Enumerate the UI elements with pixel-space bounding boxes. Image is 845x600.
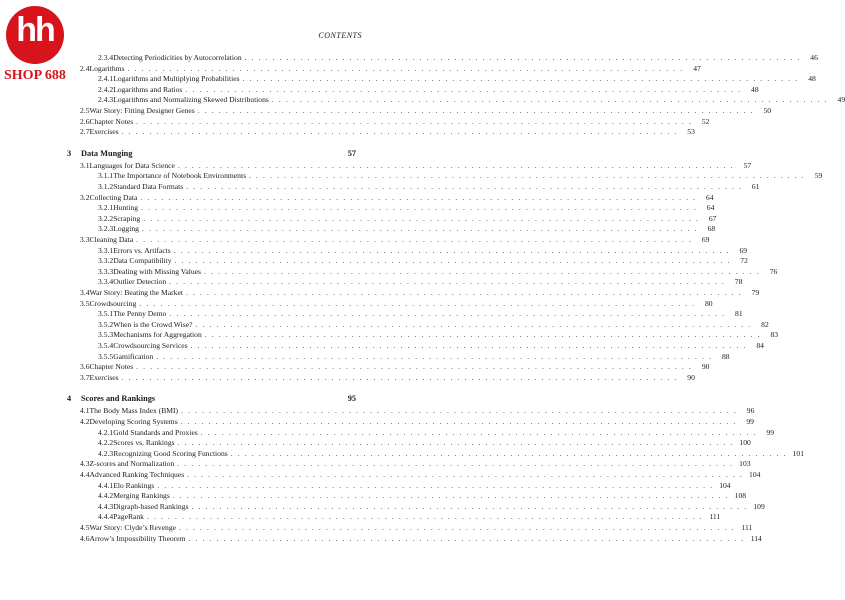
- toc-title: War Story: Fitting Designer Genes: [89, 106, 195, 115]
- toc-number: 3: [67, 148, 72, 158]
- toc-number: 3.6: [80, 362, 90, 372]
- toc-page-number: 95: [347, 394, 356, 404]
- toc-page-number: 79: [751, 288, 760, 297]
- toc-chapter[interactable]: [67, 148, 356, 159]
- dot-leader: . . . . . . . . . . . . . . . . . . . . . . . . . . . . . . . . . . . . . . . . . . . . . . . . . . . . . . . . . . . . . . . . . . . . . . . . . . . . . . . .: [174, 256, 731, 266]
- toc-number: 3.7: [80, 372, 90, 382]
- logo-mark: hh: [16, 11, 54, 49]
- toc-number: 3.5.3: [98, 330, 114, 340]
- toc-subsection[interactable]: [98, 277, 743, 287]
- toc-page-number: 108: [734, 491, 747, 501]
- dot-leader: . . . . . . . . . . . . . . . . . . . . . . . . . . . . . . . . . . . . . . . . . . . . . . . . . . . . . . . . . . . . . . . . . . . . . . . . . . . . . . . .: [177, 160, 735, 170]
- dot-leader: . . . . . . . . . . . . . . . . . . . . . . . . . . . . . . . . . . . . . . . . . . . . . . . . . . . . . . . . . . . . . . . . . . . . . . . . . . . . . . . .: [197, 106, 755, 115]
- toc-subsection[interactable]: [98, 319, 769, 330]
- toc-page-number: 109: [753, 501, 765, 511]
- dot-leader: . . . . . . . . . . . . . . . . . . . . . . . . . . . . . . . . . . . . . . . . . . . . . . . . . . . . . . . . . . . . . . . . . . . . . . . . . . . . . . . .: [136, 362, 693, 372]
- toc-section[interactable]: [80, 298, 713, 309]
- dot-leader: . . . . . . . . . . . . . . . . . . . . . . . . . . . . . . . . . . . . . . . . . . . . . . . . . . . . . . . . . . . . . . . . . . . . . . . . . . . . . . . .: [139, 298, 696, 308]
- toc-section[interactable]: [80, 116, 710, 127]
- toc-title: Chapter Notes: [89, 362, 134, 372]
- toc-subsection[interactable]: [98, 512, 721, 522]
- dot-leader: . . . . . . . . . . . . . . . . . . . . . . . . . . . . . . . . . . . . . . . . . . . . . . . . . . . . . . . . . . . . . . . . . . . . . . . . . . . . . . . .: [200, 427, 758, 437]
- toc-number: 3.4: [80, 288, 90, 297]
- toc-title: Detecting Periodicities by Autocorrelation: [113, 53, 242, 62]
- toc-title: Scores vs. Rankings: [113, 438, 175, 448]
- dot-leader: . . . . . . . . . . . . . . . . . . . . . . . . . . . . . . . . . . . . . . . . . . . . . . . . . . . . . . . . . . . . . . . . . . . . . . . . . . . . . . . .: [136, 116, 693, 126]
- toc-page-number: 100: [739, 438, 751, 448]
- dot-leader: . . . . . . . . . . . . . . . . . . . . . . . . . . . . . . . . . . . . . . . . . . . . . . . . . . . . . . . . . . . . . . . . . . . . . . . . . . . . . . . .: [244, 53, 801, 62]
- toc-page-number: 101: [792, 448, 804, 458]
- toc-section[interactable]: [80, 533, 762, 544]
- toc-title: Logging: [113, 224, 139, 234]
- toc-number: 4.1: [80, 406, 90, 416]
- toc-title: Logarithms and Multiplying Probabilities: [113, 74, 240, 84]
- toc-title: Recognizing Good Scoring Functions: [113, 448, 228, 458]
- toc-subsection[interactable]: [98, 330, 779, 340]
- toc-page-number: 61: [751, 182, 760, 191]
- toc-subsection[interactable]: [98, 256, 748, 266]
- dot-leader: . . . . . . . . . . . . . . . . . . . . . . . . . . . . . . . . . . . . . . . . . . . . . . . . . . . . . . . . . . . . . . . . . . . . . . . . . . . . . . . .: [190, 341, 747, 350]
- dot-leader: . . . . . . . . . . . . . . . . . . . . . . . . . . . . . . . . . . . . . . . . . . . . . . . . . . . . . . . . . . . . . . . . . . . . . . . . . . . . . . . .: [188, 533, 745, 543]
- dot-leader: . . . . . . . . . . . . . . . . . . . . . . . . . . . . . . . . . . . . . . . . . . . . . . . . . . . . . . . . . . . . . . . . . . . . . . . . . . . . . . . .: [249, 171, 806, 181]
- toc-page-number: 76: [769, 266, 778, 276]
- toc-title: Z-scores and Normalization: [89, 459, 175, 469]
- toc-page-number: 99: [746, 417, 754, 426]
- toc-title: Developing Scoring Systems: [89, 417, 178, 426]
- toc-number: 4.4: [80, 470, 90, 479]
- dot-leader: . . . . . . . . . . . . . . . . . . . . . . . . . . . . . . . . . . . . . . . . . . . . . . . . . . . . . . . . . . . . . . . . . . . . . . . . . . . . . . . .: [195, 319, 752, 329]
- toc-number: 3.3.4: [98, 277, 114, 287]
- toc-number: 2.4.3: [98, 95, 114, 105]
- toc-page-number: 103: [739, 459, 751, 469]
- dot-leader: . . . . . . . . . . . . . . . . . . . . . . . . . . . . . . . . . . . . . . . . . . . . . . . . . . . . . . . . . . . . . . . . . . . . . . . . . . . . . . . .: [177, 459, 734, 469]
- shop-watermark: SHOP 688: [4, 68, 66, 83]
- toc-page-number: 88: [721, 351, 730, 361]
- toc-subsection[interactable]: [98, 491, 747, 501]
- toc-page-number: 64: [706, 203, 715, 213]
- toc-title: Data Munging: [81, 148, 133, 158]
- dot-leader: . . . . . . . . . . . . . . . . . . . . . . . . . . . . . . . . . . . . . . . . . . . . . . . . . . . . . . . . . . . . . . . . . . . . . . . . . . . . . . . .: [179, 523, 736, 532]
- toc-title: When is the Crowd Wise?: [113, 319, 193, 329]
- toc-page-number: 82: [761, 319, 769, 329]
- toc-number: 3.1.2: [98, 182, 114, 191]
- toc-page-number: 59: [814, 171, 823, 181]
- toc-subsection[interactable]: [98, 266, 778, 277]
- dot-leader: . . . . . . . . . . . . . . . . . . . . . . . . . . . . . . . . . . . . . . . . . . . . . . . . . . . . . . . . . . . . . . . . . . . . . . . . . . . . . . . .: [186, 182, 743, 191]
- toc-number: 3.5.4: [98, 341, 114, 350]
- toc-subsection[interactable]: [98, 448, 804, 459]
- toc-number: 2.6: [80, 116, 90, 126]
- toc-subsection[interactable]: [98, 245, 748, 256]
- toc-number: 4: [67, 394, 72, 404]
- dot-leader: . . . . . . . . . . . . . . . . . . . . . . . . . . . . . . . . . . . . . . . . . . . . . . . . . . . . . . . . . . . . . . . . . . . . . . . . . . . . . . . .: [136, 235, 693, 244]
- toc-section[interactable]: [80, 288, 760, 298]
- toc-number: 3.2.2: [98, 213, 114, 223]
- toc-title: Exercises: [89, 127, 119, 137]
- toc-page-number: 64: [706, 192, 714, 202]
- toc-number: 2.5: [80, 106, 90, 115]
- toc-section[interactable]: [80, 406, 755, 416]
- toc-title: War Story: Beating the Market: [89, 288, 183, 297]
- toc-title: PageRank: [113, 512, 144, 522]
- toc-number: 4.2.1: [98, 427, 114, 437]
- toc-page-number: 84: [756, 341, 764, 350]
- toc-page-number: 53: [687, 127, 695, 137]
- toc-title: The Importance of Notebook Environments: [113, 171, 247, 181]
- toc-subsection[interactable]: [98, 171, 823, 181]
- toc-page-number: 46: [810, 53, 818, 62]
- dot-leader: . . . . . . . . . . . . . . . . . . . . . . . . . . . . . . . . . . . . . . . . . . . . . . . . . . . . . . . . . . . . . . . . . . . . . . . . . . . . . . . .: [173, 245, 731, 255]
- toc-title: Arrow’s Impossibility Theorem: [89, 533, 186, 543]
- dot-leader: . . . . . . . . . . . . . . . . . . . . . . . . . . . . . . . . . . . . . . . . . . . . . . . . . . . . . . . . . . . . . . . . . . . . . . . . . . . . . . . .: [191, 501, 748, 511]
- toc-title: The Body Mass Index (BMI): [89, 406, 179, 416]
- toc-subsection[interactable]: [98, 501, 765, 512]
- toc-subsection[interactable]: [98, 53, 818, 63]
- toc-section[interactable]: [80, 470, 761, 480]
- toc-title: Cleaning Data: [89, 235, 134, 244]
- running-head: CONTENTS: [318, 31, 362, 40]
- toc-page-number: 81: [735, 309, 743, 319]
- toc-number: 4.5: [80, 523, 90, 532]
- toc-subsection[interactable]: [98, 224, 716, 234]
- toc-title: Crowdsourcing Services: [113, 341, 188, 350]
- toc-title: Mechanisms for Aggregation: [113, 330, 202, 340]
- dot-leader: . . . . . . . . . . . . . . . . . . . . . . . . . . . . . . . . . . . . . . . . . . . . . . . . . . . . . . . . . . . . . . . . . . . . . . . . . . . . . . . .: [141, 203, 698, 213]
- toc-number: 4.2.2: [98, 438, 114, 448]
- toc-page-number: 68: [707, 224, 716, 234]
- toc-page-number: 90: [687, 372, 695, 382]
- dot-leader: . . . . . . . . . . . . . . . . . . . . . . . . . . . . . . . . . . . . . . . . . . . . . . . . . . . . . . . . . . . . . . . . . . . . . . . . . . . . . . . .: [187, 470, 744, 479]
- toc-title: Digraph-based Rankings: [113, 501, 189, 511]
- dot-leader: . . . . . . . . . . . . . . . . . . . . . . . . . . . . . . . . . . . . . . . . . . . . . . . . . . . . . . . . . . . . . . . . . . . . . . . . . . . . . . . .: [177, 438, 734, 448]
- dot-leader: . . . . . . . . . . . . . . . . . . . . . . . . . . . . . . . . . . . . . . . . . . . . . . . . . . . . . . . . . . . . . . . . . . . . . . . . . . . . . . . .: [204, 266, 761, 276]
- toc-number: 3.1: [80, 160, 90, 170]
- toc-page-number: 104: [749, 470, 761, 479]
- toc-number: 4.2: [80, 417, 90, 426]
- toc-section[interactable]: [80, 160, 752, 171]
- toc-title: Crowdsourcing: [89, 298, 137, 308]
- toc-page-number: 52: [701, 116, 710, 126]
- toc-title: Gold Standards and Proxies: [113, 427, 198, 437]
- toc-page-number: 90: [701, 362, 710, 372]
- toc-number: 3.5: [80, 298, 90, 308]
- dot-leader: . . . . . . . . . . . . . . . . . . . . . . . . . . . . . . . . . . . . . . . . . . . . . . . . . . . . . . . . . . . . . . . . . . . . . . . . . . . . . . . .: [141, 224, 699, 234]
- toc-page-number: 48: [751, 84, 759, 94]
- dot-leader: . . . . . . . . . . . . . . . . . . . . . . . . . . . . . . . . . . . . . . . . . . . . . . . . . . . . . . . . . . . . . . . . . . . . . . . . . . . . . . . .: [271, 95, 829, 105]
- toc-title: Collecting Data: [89, 192, 138, 202]
- toc-title: Scraping: [113, 213, 141, 223]
- toc-page-number: 111: [741, 523, 753, 532]
- toc-page-number: 96: [746, 406, 755, 416]
- toc-number: 3.3.3: [98, 266, 114, 276]
- toc-title: Exercises: [89, 372, 119, 382]
- toc-title: Languages for Data Science: [89, 160, 175, 170]
- toc-chapter[interactable]: [67, 393, 356, 404]
- toc-subsection[interactable]: [98, 213, 717, 224]
- dot-leader: . . . . . . . . . . . . . . . . . . . . . . . . . . . . . . . . . . . . . . . . . . . . . . . . . . . . . . . . . . . . . . . . . . . . . . . . . . . . . . . .: [169, 277, 726, 287]
- toc-title: Hunting: [113, 203, 139, 213]
- dot-leader: . . . . . . . . . . . . . . . . . . . . . . . . . . . . . . . . . . . . . . . . . . . . . . . . . . . . . . . . . . . . . . . . . . . . . . . . . . . . . . . .: [185, 84, 742, 94]
- toc-title: Advanced Ranking Techniques: [89, 470, 185, 479]
- dot-leader: . . . . . . . . . . . . . . . . . . . . . . . . . . . . . . . . . . . . . . . . . . . . . . . . . . . . . . . . . . . . . . . . . . . . . . . . . . . . . . . .: [156, 351, 713, 361]
- toc-title: The Penny Demo: [113, 309, 167, 319]
- toc-number: 2.3.4: [98, 53, 114, 62]
- toc-subsection[interactable]: [98, 427, 775, 438]
- toc-title: Standard Data Formats: [113, 182, 184, 191]
- toc-number: 4.4.1: [98, 480, 114, 490]
- toc-section[interactable]: [80, 523, 753, 533]
- toc-page-number: 69: [739, 245, 748, 255]
- toc-number: 3.5.5: [98, 351, 114, 361]
- toc-number: 4.6: [80, 533, 90, 543]
- dot-leader: . . . . . . . . . . . . . . . . . . . . . . . . . . . . . . . . . . . . . . . . . . . . . . . . . . . . . . . . . . . . . . . . . . . . . . . . . . . . . . . .: [230, 448, 787, 458]
- toc-number: 2.4.2: [98, 84, 114, 94]
- toc-number: 3.2.1: [98, 203, 114, 213]
- toc-subsection[interactable]: [98, 341, 764, 351]
- toc-number: 3.2.3: [98, 224, 114, 234]
- toc-subsection[interactable]: [98, 203, 715, 213]
- dot-leader: . . . . . . . . . . . . . . . . . . . . . . . . . . . . . . . . . . . . . . . . . . . . . . . . . . . . . . . . . . . . . . . . . . . . . . . . . . . . . . . .: [204, 330, 762, 340]
- toc-number: 2.4: [80, 63, 90, 73]
- toc-section[interactable]: [80, 235, 710, 245]
- dot-leader: . . . . . . . . . . . . . . . . . . . . . . . . . . . . . . . . . . . . . . . . . . . . . . . . . . . . . . . . . . . . . . . . . . . . . . . . . . . . . . . .: [143, 213, 700, 223]
- toc-subsection[interactable]: [98, 95, 845, 105]
- dot-leader: . . . . . . . . . . . . . . . . . . . . . . . . . . . . . . . . . . . . . . . . . . . . . . . . . . . . . . . . . . . . . . . . . . . . . . . . . . . . . . . .: [242, 74, 799, 84]
- toc-title: Gamification: [113, 351, 154, 361]
- dot-leader: . . . . . . . . . . . . . . . . . . . . . . . . . . . . . . . . . . . . . . . . . . . . . . . . . . . . . . . . . . . . . . . . . . . . . . . . . . . . . . . .: [121, 127, 678, 137]
- toc-subsection[interactable]: [98, 480, 731, 491]
- toc-page-number: 114: [750, 533, 762, 543]
- toc-section[interactable]: [80, 459, 751, 469]
- toc-subsection[interactable]: [98, 84, 759, 95]
- toc-section[interactable]: [80, 362, 710, 372]
- toc-page-number: 78: [734, 277, 743, 287]
- toc-page-number: 72: [740, 256, 748, 266]
- toc-number: 4.2.3: [98, 448, 114, 458]
- toc-page-number: 104: [719, 480, 731, 490]
- toc-title: Errors vs. Artifacts: [113, 245, 171, 255]
- toc-section[interactable]: [80, 127, 695, 137]
- dot-leader: . . . . . . . . . . . . . . . . . . . . . . . . . . . . . . . . . . . . . . . . . . . . . . . . . . . . . . . . . . . . . . . . . . . . . . . . . . . . . . . .: [140, 192, 697, 202]
- toc-page-number: 50: [763, 106, 772, 115]
- toc-subsection[interactable]: [98, 182, 760, 192]
- toc-title: Outlier Detection: [113, 277, 167, 287]
- toc-number: 3.1.1: [98, 171, 114, 181]
- toc-number: 4.3: [80, 459, 90, 469]
- toc-number: 3.3.2: [98, 256, 114, 266]
- toc-number: 4.4.4: [98, 512, 114, 522]
- toc-page-number: 67: [708, 213, 717, 223]
- toc-number: 4.4.3: [98, 501, 114, 511]
- toc-section[interactable]: [80, 372, 695, 383]
- toc-page-number: 47: [693, 63, 701, 73]
- toc-number: 4.4.2: [98, 491, 114, 501]
- toc-number: 3.5.2: [98, 319, 114, 329]
- toc-page-number: 48: [808, 74, 816, 84]
- toc-subsection[interactable]: [98, 438, 751, 448]
- toc-section[interactable]: [80, 63, 701, 74]
- toc-page-number: 49: [837, 95, 845, 105]
- toc-title: Chapter Notes: [89, 116, 134, 126]
- toc-title: Scores and Rankings: [81, 394, 156, 404]
- dot-leader: . . . . . . . . . . . . . . . . . . . . . . . . . . . . . . . . . . . . . . . . . . . . . . . . . . . . . . . . . . . . . . . . . . . . . . . . . . . . . . . .: [180, 417, 737, 426]
- toc-title: Logarithms and Normalizing Skewed Distributions: [113, 95, 269, 105]
- toc-number: 3.3: [80, 235, 90, 244]
- dot-leader: . . . . . . . . . . . . . . . . . . . . . . . . . . . . . . . . . . . . . . . . . . . . . . . . . . . . . . . . . . . . . . . . . . . . . . . . . . . . . . . .: [185, 288, 743, 297]
- toc-title: Dealing with Missing Values: [113, 266, 202, 276]
- toc-title: Logarithms and Ratios: [113, 84, 183, 94]
- toc-section[interactable]: [80, 192, 714, 203]
- toc-page-number: 83: [770, 330, 779, 340]
- toc-page-number: 99: [766, 427, 775, 437]
- toc-title: Data Compatibility: [113, 256, 172, 266]
- toc-page-number: 111: [709, 512, 721, 522]
- dot-leader: . . . . . . . . . . . . . . . . . . . . . . . . . . . . . . . . . . . . . . . . . . . . . . . . . . . . . . . . . . . . . . . . . . . . . . . . . . . . . . . .: [169, 309, 726, 319]
- toc-page-number: 57: [347, 148, 356, 158]
- toc-number: 2.7: [80, 127, 90, 137]
- toc-subsection[interactable]: [98, 351, 730, 362]
- toc-number: 3.3.1: [98, 245, 114, 255]
- toc-subsection[interactable]: [98, 74, 816, 84]
- toc-page-number: 80: [705, 298, 713, 308]
- toc-title: Merging Rankings: [113, 491, 170, 501]
- toc-title: Elo Rankings: [113, 480, 155, 490]
- toc-number: 3.5.1: [98, 309, 114, 319]
- toc-title: War Story: Clyde’s Revenge: [89, 523, 176, 532]
- dot-leader: . . . . . . . . . . . . . . . . . . . . . . . . . . . . . . . . . . . . . . . . . . . . . . . . . . . . . . . . . . . . . . . . . . . . . . . . . . . . . . . .: [127, 63, 684, 73]
- toc-section[interactable]: [80, 106, 772, 116]
- toc-page-number: 57: [743, 160, 752, 170]
- toc-page-number: 69: [701, 235, 710, 244]
- toc-subsection[interactable]: [98, 309, 743, 319]
- dot-leader: . . . . . . . . . . . . . . . . . . . . . . . . . . . . . . . . . . . . . . . . . . . . . . . . . . . . . . . . . . . . . . . . . . . . . . . . . . . . . . . .: [121, 372, 678, 382]
- toc-number: 3.2: [80, 192, 90, 202]
- dot-leader: . . . . . . . . . . . . . . . . . . . . . . . . . . . . . . . . . . . . . . . . . . . . . . . . . . . . . . . . . . . . . . . . . . . . . . . . . . . . . . . .: [146, 512, 704, 522]
- dot-leader: . . . . . . . . . . . . . . . . . . . . . . . . . . . . . . . . . . . . . . . . . . . . . . . . . . . . . . . . . . . . . . . . . . . . . . . . . . . . . . . .: [181, 406, 738, 416]
- toc-section[interactable]: [80, 417, 754, 427]
- dot-leader: . . . . . . . . . . . . . . . . . . . . . . . . . . . . . . . . . . . . . . . . . . . . . . . . . . . . . . . . . . . . . . . . . . . . . . . . . . . . . . . .: [172, 491, 730, 501]
- dot-leader: . . . . . . . . . . . . . . . . . . . . . . . . . . . . . . . . . . . . . . . . . . . . . . . . . . . . . . . . . . . . . . . . . . . . . . . . . . . . . . . .: [157, 480, 714, 490]
- toc-title: Logarithms: [89, 63, 125, 73]
- toc-number: 2.4.1: [98, 74, 114, 84]
